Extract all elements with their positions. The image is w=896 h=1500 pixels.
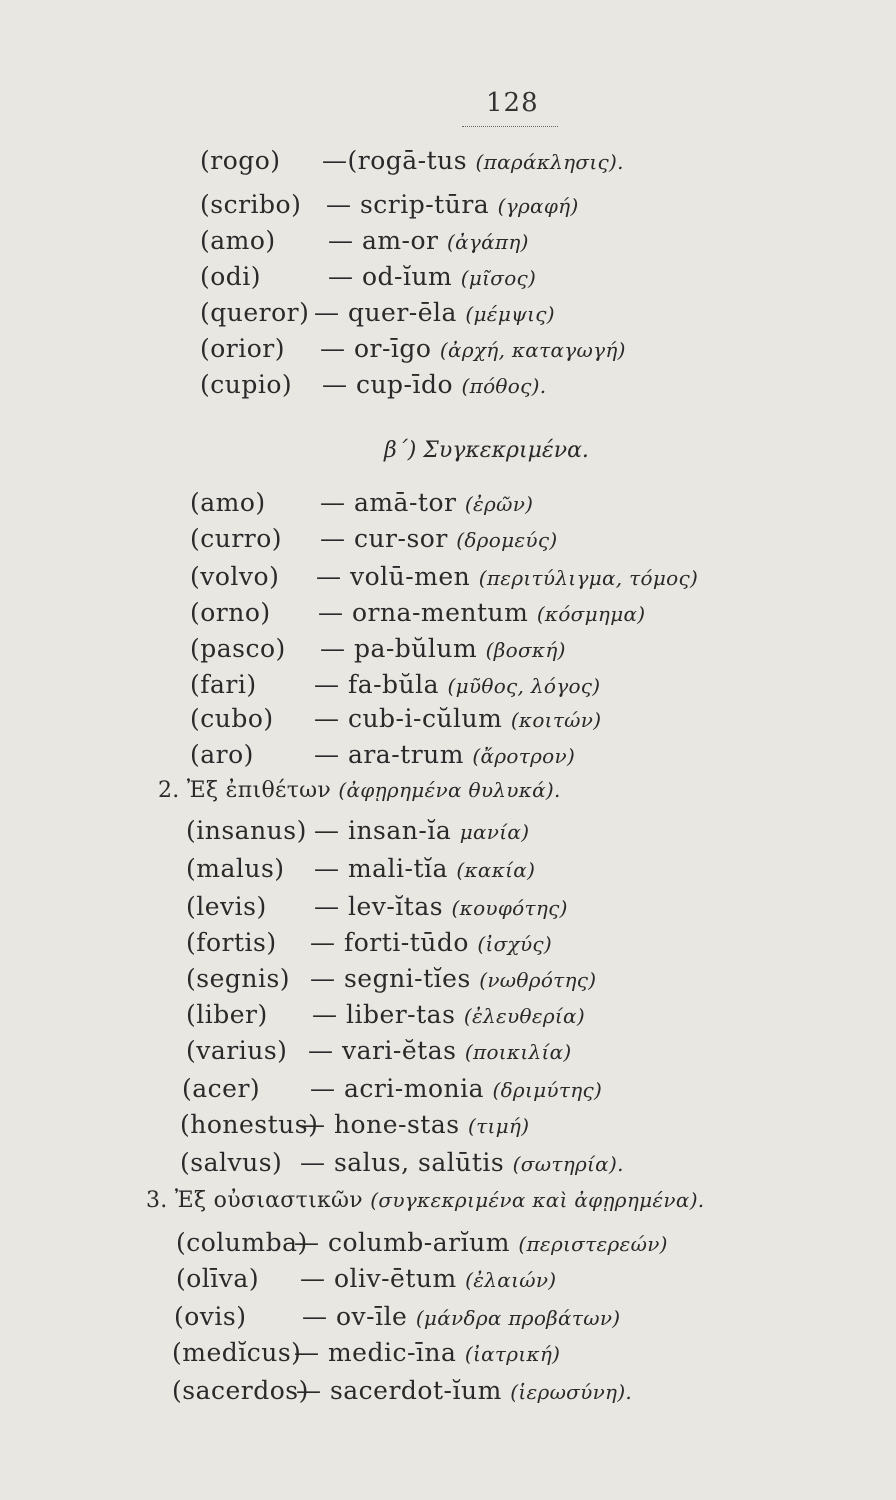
greek-gloss: (τιμή) — [468, 1114, 530, 1138]
derivative: — cup-īdo (πόθος). — [322, 370, 547, 399]
greek-gloss: (σωτηρία). — [512, 1152, 624, 1176]
derivative: — pa-bŭlum (βοσκή) — [320, 634, 566, 663]
latin-word: (scribo) — [200, 190, 302, 219]
derivative: — volū-men (περιτύλιγμα, τόμος) — [316, 562, 699, 591]
greek-gloss: (ἱερωσύνη). — [510, 1380, 633, 1404]
derivative: — cub-i-cŭlum (κοιτών) — [314, 704, 602, 733]
latin-word: (orno) — [190, 598, 271, 627]
greek-gloss: μανία) — [459, 820, 530, 844]
derivative: — sacerdot-ĭum (ἱερωσύνη). — [296, 1376, 633, 1405]
derivative: —(rogā-tus (παράκλησις). — [322, 146, 624, 175]
latin-word: (salvus) — [180, 1148, 283, 1177]
latin-word: (amo) — [200, 226, 276, 255]
derivative: — amā-tor (ἐρῶν) — [320, 488, 534, 517]
greek-gloss: (γραφή) — [497, 194, 579, 218]
derivative: — oliv-ētum (ἐλαιών) — [300, 1264, 557, 1293]
latin-word: (fortis) — [186, 928, 277, 957]
derivative: — ara-trum (ἄροτρον) — [314, 740, 576, 769]
derivative: — ov-īle (μάνδρα προβάτων) — [302, 1302, 621, 1331]
latin-word: (acer) — [182, 1074, 261, 1103]
section-gloss: (ἀφῃρημένα θυλυκά). — [338, 778, 561, 802]
greek-gloss: (κόσμημα) — [536, 602, 646, 626]
greek-gloss: (ἄροτρον) — [472, 744, 576, 768]
greek-gloss: (βοσκή) — [485, 638, 566, 662]
greek-gloss: (νωθρότης) — [479, 968, 597, 992]
latin-word: (insanus) — [186, 816, 307, 845]
latin-word: (malus) — [186, 854, 285, 883]
latin-word: (pasco) — [190, 634, 286, 663]
greek-gloss: (δριμύτης) — [492, 1078, 603, 1102]
derivative: — lev-ĭtas (κουφότης) — [314, 892, 568, 921]
greek-gloss: (μάνδρα προβάτων) — [415, 1306, 621, 1330]
page-number: 128 — [486, 88, 539, 118]
derivative: — or-īgo (ἀρχή, καταγωγή) — [320, 334, 626, 363]
derivative: — od-ĭum (μῖσος) — [328, 262, 537, 291]
latin-word: (cupio) — [200, 370, 293, 399]
greek-gloss: (ἐρῶν) — [464, 492, 534, 516]
section-number: 3. — [146, 1188, 168, 1213]
latin-word: (olīva) — [176, 1264, 260, 1293]
section-number: 2. — [158, 778, 180, 803]
latin-word: (levis) — [186, 892, 267, 921]
latin-word: (varius) — [186, 1036, 288, 1065]
derivative: — cur-sor (δρομεύς) — [320, 524, 558, 553]
latin-word: (cubo) — [190, 704, 274, 733]
greek-gloss: (μῦθος, λόγος) — [447, 674, 601, 698]
derivative: — quer-ēla (μέμψις) — [314, 298, 555, 327]
derivative: — fa-bŭla (μῦθος, λόγος) — [314, 670, 601, 699]
greek-gloss: (ἰσχύς) — [477, 932, 553, 956]
latin-word: (odi) — [200, 262, 262, 291]
latin-word: (fari) — [190, 670, 257, 699]
derivative: — salus, salūtis (σωτηρία). — [300, 1148, 624, 1177]
subheading: β΄) Συγκεκριμένα. — [384, 438, 589, 463]
latin-word: (sacerdos) — [172, 1376, 309, 1405]
latin-word: (curro) — [190, 524, 283, 553]
greek-gloss: (ποικιλία) — [464, 1040, 572, 1064]
latin-word: (queror) — [200, 298, 310, 327]
greek-gloss: (περιτύλιγμα, τόμος) — [478, 566, 699, 590]
section-title: Ἐξ οὐσιαστικῶν — [174, 1188, 363, 1213]
latin-word: (honestus) — [180, 1110, 319, 1139]
latin-word: (rogo) — [200, 146, 281, 175]
latin-word: (aro) — [190, 740, 254, 769]
derivative: — mali-tĭa (κακία) — [314, 854, 536, 883]
latin-word: (segnis) — [186, 964, 291, 993]
section-heading-2 — [158, 778, 561, 803]
derivative: — columb-arĭum (περιστερεών) — [294, 1228, 668, 1257]
section-heading-3 — [146, 1188, 704, 1213]
derivative: — medic-īna (ἰατρική) — [294, 1338, 561, 1367]
greek-gloss: (μέμψις) — [465, 302, 555, 326]
latin-word: (liber) — [186, 1000, 268, 1029]
derivative: — am-or (ἀγάπη) — [328, 226, 529, 255]
page-number-rule — [462, 126, 558, 127]
latin-word: (amo) — [190, 488, 266, 517]
greek-gloss: (ἰατρική) — [464, 1342, 561, 1366]
derivative: — insan-ĭa μανία) — [314, 816, 530, 845]
latin-word: (ovis) — [174, 1302, 247, 1331]
greek-gloss: (κοιτών) — [510, 708, 602, 732]
greek-gloss: (ἀγάπη) — [446, 230, 529, 254]
section-title: Ἐξ ἐπιθέτων — [186, 778, 332, 803]
greek-gloss: (πόθος). — [461, 374, 547, 398]
greek-gloss: (παράκλησις). — [475, 150, 624, 174]
latin-word: (columba) — [176, 1228, 308, 1257]
greek-gloss: (κουφότης) — [451, 896, 568, 920]
latin-word: (orior) — [200, 334, 286, 363]
latin-word: (medĭcus) — [172, 1338, 302, 1367]
section-gloss: (συγκεκριμένα καὶ ἀφῃρημένα). — [370, 1188, 705, 1212]
derivative: — acri-monia (δριμύτης) — [310, 1074, 603, 1103]
greek-gloss: (κακία) — [456, 858, 536, 882]
derivative: — segni-tĭes (νωθρότης) — [310, 964, 597, 993]
derivative: — forti-tūdo (ἰσχύς) — [310, 928, 553, 957]
derivative: — vari-ĕtas (ποικιλία) — [308, 1036, 572, 1065]
greek-gloss: (μῖσος) — [460, 266, 537, 290]
greek-gloss: (δρομεύς) — [456, 528, 558, 552]
latin-word: (volvo) — [190, 562, 280, 591]
greek-gloss: (ἐλευθερία) — [463, 1004, 585, 1028]
greek-gloss: (ἐλαιών) — [465, 1268, 557, 1292]
derivative: — orna-mentum (κόσμημα) — [318, 598, 646, 627]
greek-gloss: (περιστερεών) — [518, 1232, 668, 1256]
derivative: — scrip-tūra (γραφή) — [326, 190, 579, 219]
derivative: — liber-tas (ἐλευθερία) — [312, 1000, 585, 1029]
greek-gloss: (ἀρχή, καταγωγή) — [439, 338, 626, 362]
derivative: — hone-stas (τιμή) — [300, 1110, 530, 1139]
